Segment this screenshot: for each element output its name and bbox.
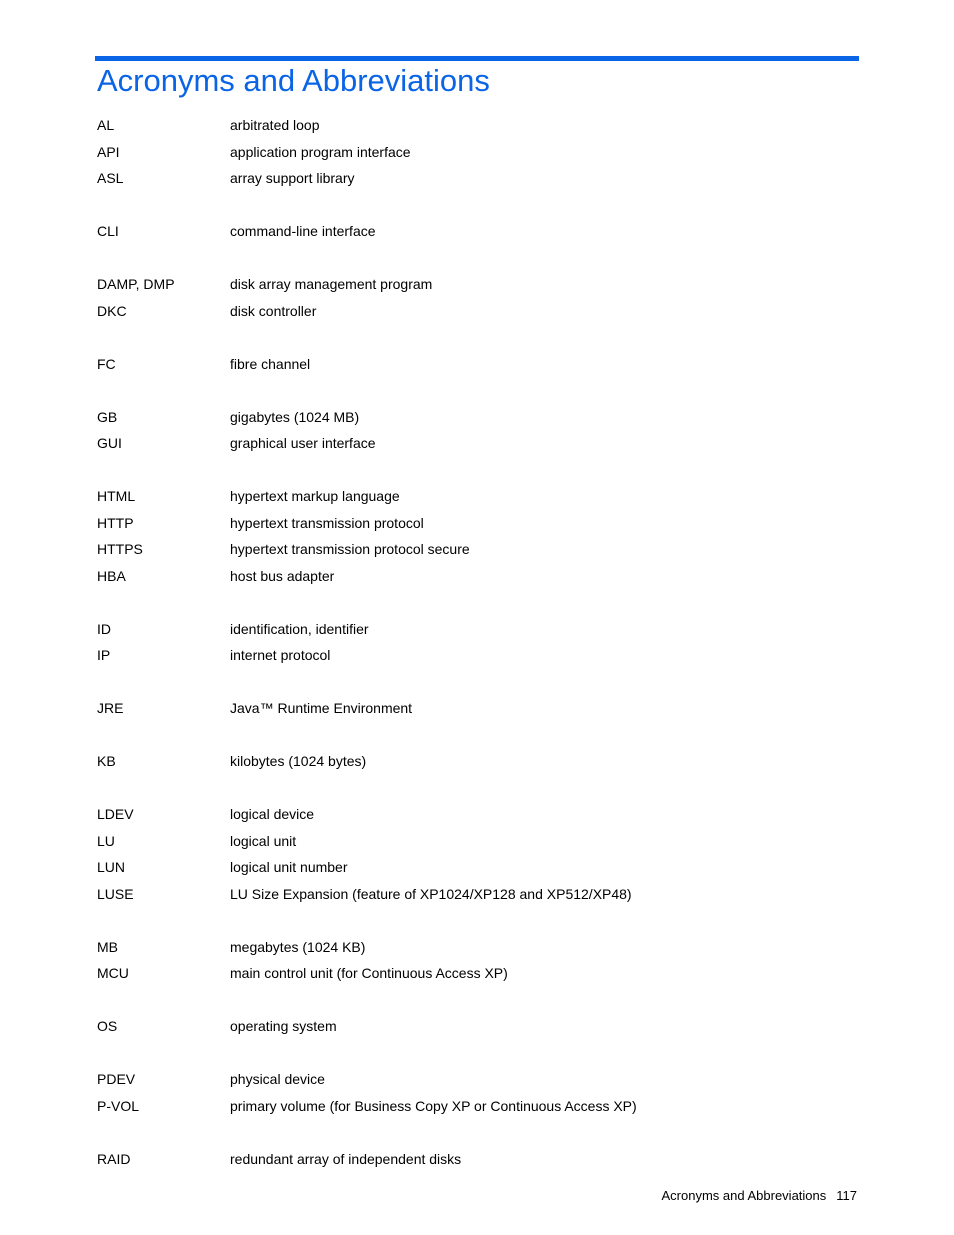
acronym-row xyxy=(97,430,857,457)
acronym-definition: hypertext markup language xyxy=(230,488,400,504)
acronym-term: IP xyxy=(97,647,111,663)
acronym-row xyxy=(97,139,857,166)
acronym-definition: physical device xyxy=(230,1071,325,1087)
acronym-row xyxy=(97,404,857,431)
acronym-definition: fibre channel xyxy=(230,355,311,372)
acronym-definition: identification, identifier xyxy=(230,620,369,637)
acronym-definition: gigabytes (1024 MB) xyxy=(230,408,360,425)
acronym-definition: arbitrated loop xyxy=(230,117,320,133)
acronym-definition: hypertext transmission protocol xyxy=(230,514,424,531)
acronym-group xyxy=(97,748,857,775)
acronym-definition: disk controller xyxy=(230,302,317,319)
acronym-row xyxy=(97,801,857,828)
acronym-term: FC xyxy=(97,355,116,372)
acronym-definition: Java™ Runtime Environment xyxy=(230,700,413,716)
acronym-term: HTTPS xyxy=(97,541,143,557)
acronym-group xyxy=(97,112,857,192)
acronym-row xyxy=(97,854,857,881)
acronym-row xyxy=(97,748,857,775)
acronym-definition: disk array management program xyxy=(230,276,433,292)
acronym-term: API xyxy=(97,143,120,160)
acronym-definition: logical device xyxy=(230,806,315,822)
acronym-term: CLI xyxy=(97,223,119,239)
page-footer xyxy=(662,1187,858,1205)
page-number: 117 xyxy=(836,1188,857,1203)
acronym-row xyxy=(97,1093,857,1120)
acronym-term: JRE xyxy=(97,700,124,716)
acronym-row xyxy=(97,616,857,643)
acronym-term: LUN xyxy=(97,859,126,875)
acronym-group xyxy=(97,1146,857,1173)
acronym-definition: LU Size Expansion (feature of XP1024/XP128 and XP512/XP48) xyxy=(230,885,632,902)
acronym-definition: megabytes (1024 KB) xyxy=(230,938,366,955)
acronym-row xyxy=(97,510,857,537)
acronym-definition: logical unit number xyxy=(230,859,348,875)
acronym-term: GUI xyxy=(97,435,122,451)
acronym-row xyxy=(97,1013,857,1040)
acronym-row xyxy=(97,165,857,192)
acronym-term: ID xyxy=(97,620,111,637)
acronym-definition: logical unit xyxy=(230,832,297,849)
acronym-term: MB xyxy=(97,938,118,955)
acronym-row xyxy=(97,881,857,908)
acronym-group xyxy=(97,1066,857,1119)
acronym-term: DKC xyxy=(97,302,127,319)
acronym-term: HTML xyxy=(97,488,136,504)
acronym-row xyxy=(97,563,857,590)
acronym-term: KB xyxy=(97,753,116,769)
acronym-term: ASL xyxy=(97,170,124,186)
acronym-definition: primary volume (for Business Copy XP or Continuous Access XP) xyxy=(230,1097,637,1114)
acronym-term: LUSE xyxy=(97,885,134,902)
acronym-definition: redundant array of independent disks xyxy=(230,1150,462,1167)
acronym-group xyxy=(97,801,857,907)
acronym-group xyxy=(97,271,857,324)
acronym-definition: internet protocol xyxy=(230,647,331,663)
acronym-term: LU xyxy=(97,832,115,849)
acronym-term: HBA xyxy=(97,567,126,584)
acronym-row xyxy=(97,298,857,325)
acronym-definition: array support library xyxy=(230,170,355,186)
acronym-definition: host bus adapter xyxy=(230,567,335,584)
acronym-definition: application program interface xyxy=(230,143,411,160)
acronym-definition: hypertext transmission protocol secure xyxy=(230,541,470,557)
acronym-row xyxy=(97,828,857,855)
acronym-group xyxy=(97,351,857,378)
acronym-definition: graphical user interface xyxy=(230,435,376,451)
acronym-row xyxy=(97,934,857,961)
acronym-term: PDEV xyxy=(97,1071,136,1087)
acronym-row xyxy=(97,271,857,298)
acronym-term: OS xyxy=(97,1018,118,1034)
acronym-list xyxy=(97,112,857,1172)
acronym-group xyxy=(97,1013,857,1040)
acronym-term: DAMP, DMP xyxy=(97,276,175,292)
acronym-group xyxy=(97,934,857,987)
acronym-group xyxy=(97,404,857,457)
footer-section-title: Acronyms and Abbreviations xyxy=(661,1188,827,1203)
acronym-term: GB xyxy=(97,408,118,425)
acronym-row xyxy=(97,483,857,510)
acronym-definition: command-line interface xyxy=(230,223,376,239)
acronym-row xyxy=(97,218,857,245)
acronym-row xyxy=(97,112,857,139)
acronym-group xyxy=(97,616,857,669)
acronym-row xyxy=(97,1066,857,1093)
acronym-term: RAID xyxy=(97,1150,131,1167)
acronym-group xyxy=(97,695,857,722)
acronym-group xyxy=(97,218,857,245)
acronym-row xyxy=(97,536,857,563)
acronym-term: AL xyxy=(97,117,115,133)
acronym-definition: main control unit (for Continuous Access XP) xyxy=(230,965,508,981)
page-title: Acronyms and Abbreviations xyxy=(97,63,490,98)
acronym-row xyxy=(97,695,857,722)
acronym-term: MCU xyxy=(97,965,129,981)
acronym-term: P-VOL xyxy=(97,1097,140,1114)
acronym-definition: operating system xyxy=(230,1018,337,1034)
acronym-row xyxy=(97,642,857,669)
acronym-row xyxy=(97,351,857,378)
acronym-row xyxy=(97,960,857,987)
acronym-row xyxy=(97,1146,857,1173)
acronym-group xyxy=(97,483,857,589)
acronym-term: LDEV xyxy=(97,806,134,822)
acronym-definition: kilobytes (1024 bytes) xyxy=(230,753,367,769)
acronym-term: HTTP xyxy=(97,514,134,531)
